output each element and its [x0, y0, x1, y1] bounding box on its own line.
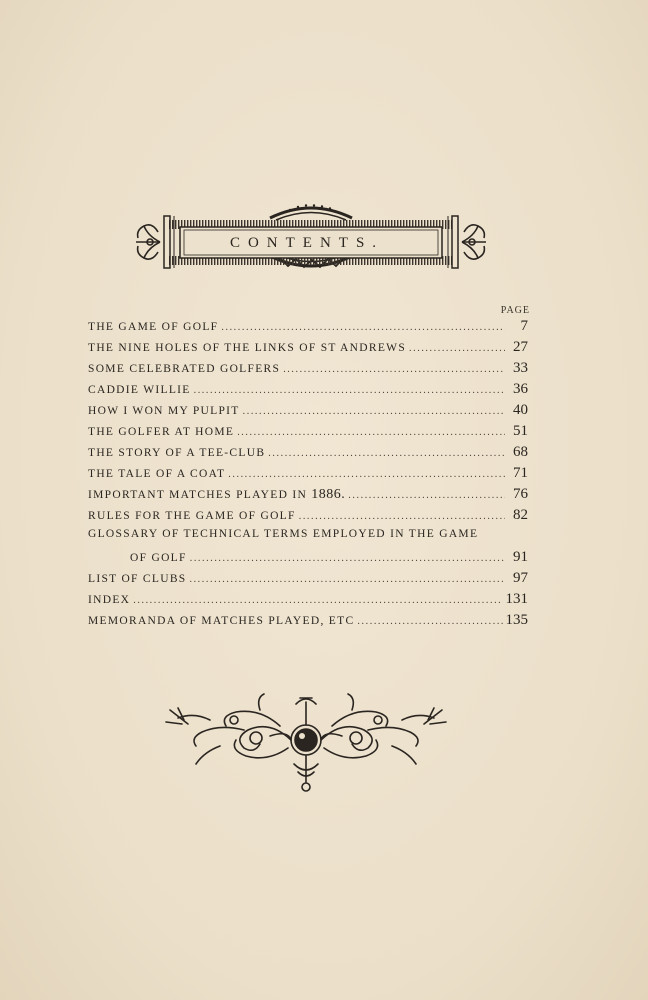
table-of-contents — [88, 318, 528, 633]
toc-entry-title: GLOSSARY OF TECHNICAL TERMS EMPLOYED IN THE GAME — [88, 528, 479, 540]
toc-entry-page: 33 — [513, 360, 528, 376]
decorative-ornament — [160, 690, 460, 795]
toc-entry-title: RULES FOR THE GAME OF GOLF — [88, 510, 296, 522]
toc-entry[interactable] — [88, 570, 528, 591]
toc-entry-title: INDEX — [88, 594, 131, 606]
toc-entry-title: MEMORANDA OF MATCHES PLAYED, ETC — [88, 615, 355, 627]
toc-entry-page: 71 — [513, 465, 528, 481]
toc-entry-title: THE TALE OF A COAT — [88, 468, 226, 480]
toc-entry[interactable] — [88, 612, 528, 633]
leader-dots — [348, 490, 505, 501]
toc-entry[interactable] — [88, 402, 528, 423]
toc-entry[interactable] — [88, 381, 528, 402]
toc-entry[interactable] — [88, 444, 528, 465]
toc-entry[interactable] — [88, 528, 528, 549]
leader-dots — [221, 322, 505, 333]
toc-entry[interactable] — [88, 360, 528, 381]
toc-entry-title: LIST OF CLUBS — [88, 573, 187, 585]
leader-dots — [357, 616, 502, 627]
leader-dots — [194, 385, 505, 396]
leader-dots — [189, 574, 505, 585]
toc-entry-page: 97 — [513, 570, 528, 586]
toc-entry[interactable] — [88, 465, 528, 486]
toc-entry[interactable] — [88, 507, 528, 528]
leader-dots — [133, 595, 502, 606]
scroll-ornament-icon — [160, 690, 460, 795]
leader-dots — [268, 448, 505, 459]
toc-entry-title: SOME CELEBRATED GOLFERS — [88, 363, 281, 375]
toc-entry-title: THE NINE HOLES OF THE LINKS OF ST ANDREWS — [88, 342, 407, 354]
toc-entry[interactable] — [88, 591, 528, 612]
leader-dots — [228, 469, 505, 480]
leader-dots — [409, 343, 505, 354]
toc-entry-title: OF GOLF — [130, 552, 187, 564]
contents-heading: CONTENTS. — [229, 235, 385, 251]
toc-entry[interactable] — [88, 318, 528, 339]
toc-entry[interactable] — [88, 339, 528, 360]
toc-entry-page: 91 — [513, 549, 528, 565]
leader-dots — [283, 364, 505, 375]
toc-entry-page: 27 — [513, 339, 528, 355]
toc-entry-title: HOW I WON MY PULPIT — [88, 405, 240, 417]
toc-entry-page: 36 — [513, 381, 528, 397]
toc-entry[interactable] — [88, 423, 528, 444]
toc-entry-page: 131 — [505, 591, 528, 607]
toc-entry-title: THE GOLFER AT HOME — [88, 426, 235, 438]
toc-entry-continuation[interactable] — [88, 549, 528, 570]
leader-dots — [237, 427, 505, 438]
toc-entry-title-text: IMPORTANT MATCHES PLAYED IN — [88, 489, 308, 501]
leader-dots — [243, 406, 505, 417]
toc-entry-page: 135 — [505, 612, 528, 628]
toc-entry-title: THE STORY OF A TEE-CLUB — [88, 447, 266, 459]
toc-entry-title — [88, 487, 345, 503]
page-column-label: PAGE — [500, 305, 530, 316]
toc-entry-page: 76 — [513, 486, 528, 502]
toc-entry-page: 40 — [513, 402, 528, 418]
toc-entry[interactable] — [88, 486, 528, 507]
toc-entry-page: 68 — [513, 444, 528, 460]
toc-entry-page: 82 — [513, 507, 528, 523]
toc-entry-title: CADDIE WILLIE — [88, 384, 191, 396]
toc-entry-page: 7 — [520, 318, 528, 334]
toc-entry-page: 51 — [513, 423, 528, 439]
leader-dots — [299, 511, 505, 522]
leader-dots — [190, 553, 505, 564]
toc-entry-title: THE GAME OF GOLF — [88, 321, 219, 333]
toc-entry-year: 1886. — [311, 487, 346, 502]
